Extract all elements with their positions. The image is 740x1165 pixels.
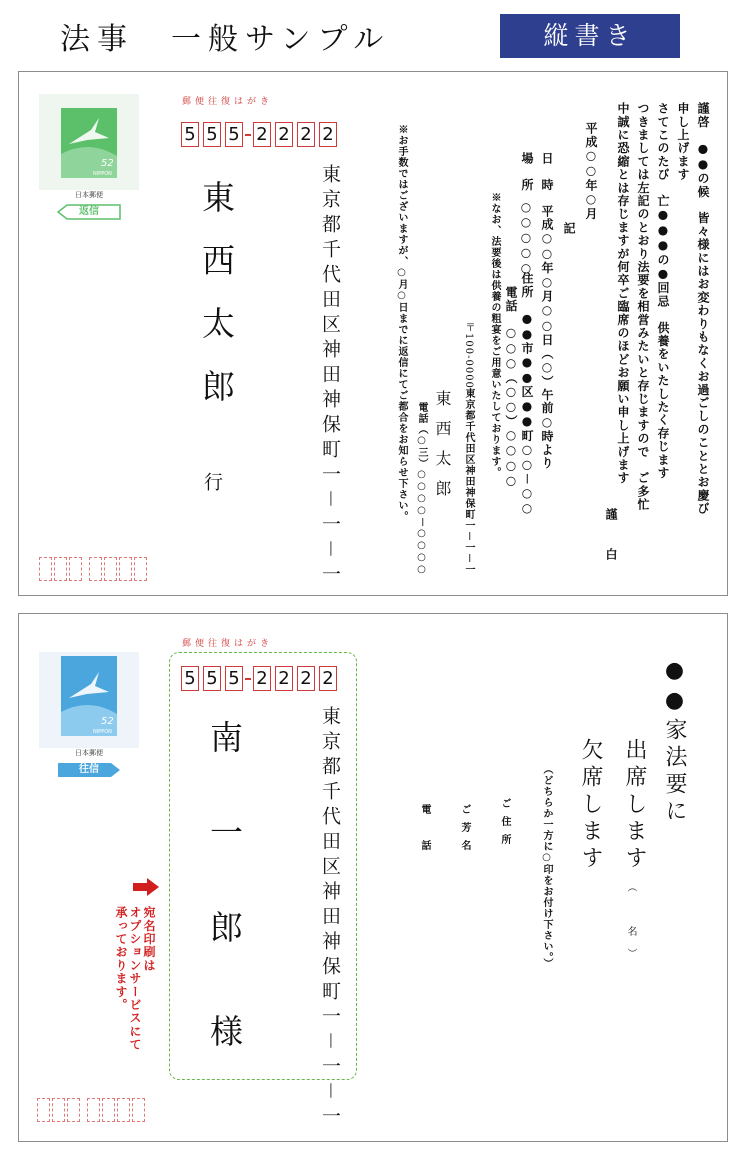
letter-ki: 記 <box>562 222 576 236</box>
svg-text:52: 52 <box>101 158 114 169</box>
sender-zip: 〒100-0000 <box>463 322 474 389</box>
zip-digit: 2 <box>275 666 293 691</box>
zip-digit: 2 <box>319 122 337 147</box>
bottom-postal-boxes <box>37 1098 147 1122</box>
send-tag: 往信 <box>57 762 121 778</box>
zip-digit: 5 <box>203 666 221 691</box>
blue-crane-stamp-icon <box>39 652 139 748</box>
reply-instruction: （どちらか一方に○印をお付け下さい。） <box>541 764 552 969</box>
recipient-address: 東京都千代田区神田神保町一－一－一 <box>319 164 341 590</box>
reply-tag: 返信 <box>57 204 121 220</box>
service-note-line-3: 承っております。 <box>114 906 128 1012</box>
letter-line-2: 申し上げます <box>676 102 690 182</box>
zip-digit: 2 <box>275 122 293 147</box>
page-title: 法事 一般サンプル <box>60 22 391 57</box>
address-label: ご住所 <box>499 798 510 852</box>
zip-dash <box>245 134 251 136</box>
recipient-honorific: 行 <box>201 472 223 491</box>
letter-line-5: 中誠に恐縮とは存じますが何卒ご臨席のほどお願い申し上げます <box>616 102 630 485</box>
zip-digit: 5 <box>203 122 221 147</box>
red-arrow-icon <box>133 878 159 896</box>
event-datetime: 日 時 平成○○年○月○○日（○）午前○時より <box>540 152 554 470</box>
event-title: ●●家法要に <box>662 658 687 826</box>
zip-digit: 5 <box>225 122 243 147</box>
zip-digit: 2 <box>319 666 337 691</box>
stamp-japan-post-label: 日本郵便 <box>75 749 103 757</box>
recipient-honorific: 様 <box>205 1014 244 1047</box>
attendee-count: （ 名） <box>625 882 636 970</box>
sender-tel: 電話（○三）○○○○－○○○○ <box>416 402 427 576</box>
sender-address: 東京都千代田区神田神保町一－一－一 <box>463 388 474 575</box>
event-venue-name: ○○○○○ <box>519 200 533 276</box>
tel-label: 電 話 <box>419 804 430 858</box>
zip-digit: 2 <box>297 122 315 147</box>
bottom-postal-boxes <box>39 557 149 581</box>
letter-line-1: 謹啓 ●●の候 皆々様にはお変わりもなくお過ごしのこととお慶び <box>696 102 710 516</box>
zip-code-boxes <box>181 666 356 691</box>
reply-stamp <box>39 94 139 226</box>
svg-text:52: 52 <box>101 716 114 727</box>
name-label: ご芳名 <box>459 804 470 858</box>
svg-text:NIPPON: NIPPON <box>93 729 112 735</box>
zip-code-boxes <box>181 122 356 147</box>
return-deadline-note: ※お手数ではございますが、○月○日までに返信にてご都合をお知らせ下さい。 <box>396 124 407 522</box>
meal-note: ※なお、法要後は供養の粗宴をご用意いたしております。 <box>489 192 500 478</box>
letter-closing: 謹 白 <box>604 508 618 568</box>
send-postcard <box>18 613 728 1142</box>
zip-digit: 5 <box>181 666 199 691</box>
zip-digit: 5 <box>225 666 243 691</box>
svg-text:NIPPON: NIPPON <box>93 171 112 177</box>
service-note-line-2: オプションサービスにて <box>128 906 142 1052</box>
event-venue-tel: 電話 ○○○（○○）○○○○ <box>504 286 518 489</box>
zip-dash <box>245 678 251 680</box>
attend-option: 出席します <box>622 738 647 873</box>
recipient-name: 東西太郎 <box>197 180 236 432</box>
zip-digit: 2 <box>253 666 271 691</box>
vertical-writing-badge: 縦書き <box>500 14 680 58</box>
recipient-address: 東京都千代田区神田神保町一－一－一 <box>319 706 341 1132</box>
event-venue-address: 住所 ●●市●●区●●町○○－○○ <box>520 272 534 517</box>
postal-label: 郵便往復はがき <box>182 97 274 107</box>
sender-name: 東西太郎 <box>433 390 452 510</box>
zip-digit: 2 <box>253 122 271 147</box>
send-stamp <box>39 652 139 784</box>
stamp-japan-post-label: 日本郵便 <box>75 191 103 199</box>
letter-line-3: さてこのたび 亡●●●の●回忌 供養をいたしたく存じます <box>656 102 670 480</box>
event-venue-label: 場 所 <box>520 152 534 192</box>
letter-date: 平成○○年○月 <box>584 122 598 221</box>
absent-option: 欠席します <box>578 738 603 873</box>
zip-digit: 2 <box>297 666 315 691</box>
zip-digit: 5 <box>181 122 199 147</box>
letter-line-4: つきましては左記のとおり法要を相営みたいと存じますので ご多忙 <box>636 102 650 512</box>
recipient-name: 南一郎 <box>205 720 244 1005</box>
reply-postcard <box>18 71 728 596</box>
postal-label: 郵便往復はがき <box>182 639 274 649</box>
green-crane-stamp-icon <box>39 94 139 190</box>
service-note-line-1: 宛名印刷は <box>142 906 156 972</box>
